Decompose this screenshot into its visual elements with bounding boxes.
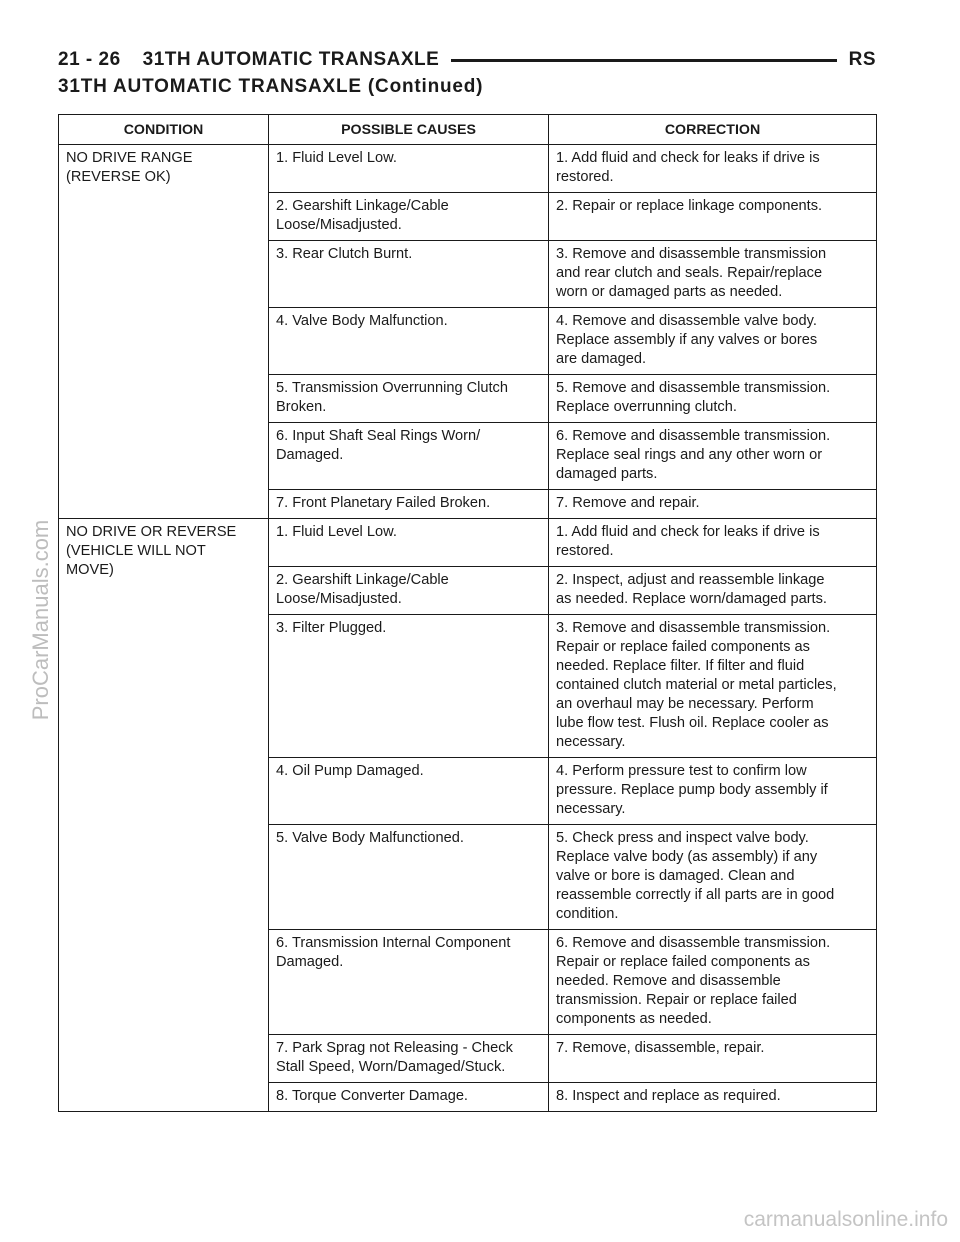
correction-cell: 6. Remove and disassemble transmission. Repair or replace failed components as needed. Remove and disassemble transmission. Repair or replace failed components as needed.: [549, 930, 877, 1035]
footer-watermark: carmanualsonline.info: [743, 1208, 948, 1231]
correction-cell: 7. Remove, disassemble, repair.: [549, 1035, 877, 1083]
correction-cell: 5. Check press and inspect valve body. Replace valve body (as assembly) if any valve or bore is damaged. Clean and reassemble correctly if all parts are in good condition.: [549, 825, 877, 930]
cause-cell: 7. Front Planetary Failed Broken.: [269, 490, 549, 519]
section-title: 31TH AUTOMATIC TRANSAXLE: [142, 49, 440, 70]
correction-cell: 5. Remove and disassemble transmission. Replace overrunning clutch.: [549, 375, 877, 423]
cause-cell: 2. Gearshift Linkage/Cable Loose/Misadjusted.: [269, 567, 549, 615]
page-header: [58, 44, 876, 76]
correction-cell: 1. Add fluid and check for leaks if drive is restored.: [549, 519, 877, 567]
header-rule: [451, 59, 836, 62]
correction-cell: 2. Inspect, adjust and reassemble linkage as needed. Replace worn/damaged parts.: [549, 567, 877, 615]
correction-cell: 8. Inspect and replace as required.: [549, 1083, 877, 1112]
condition-cell: NO DRIVE OR REVERSE (VEHICLE WILL NOT MOVE): [59, 519, 269, 1112]
table-row: [59, 519, 877, 567]
table-row: [59, 145, 877, 193]
cause-cell: 5. Valve Body Malfunctioned.: [269, 825, 549, 930]
cause-cell: 6. Transmission Internal Component Damaged.: [269, 930, 549, 1035]
cause-cell: 8. Torque Converter Damage.: [269, 1083, 549, 1112]
cause-cell: 7. Park Sprag not Releasing - Check Stall Speed, Worn/Damaged/Stuck.: [269, 1035, 549, 1083]
correction-cell: 4. Remove and disassemble valve body. Replace assembly if any valves or bores are damaged.: [549, 308, 877, 375]
column-header-condition: CONDITION: [59, 115, 269, 145]
column-header-causes: POSSIBLE CAUSES: [269, 115, 549, 145]
correction-cell: 4. Perform pressure test to confirm low pressure. Replace pump body assembly if necessary.: [549, 758, 877, 825]
correction-cell: 6. Remove and disassemble transmission. Replace seal rings and any other worn or damaged parts.: [549, 423, 877, 490]
cause-cell: 1. Fluid Level Low.: [269, 145, 549, 193]
diagnosis-table: [58, 114, 877, 1112]
table-header-row: [59, 115, 877, 145]
correction-cell: 3. Remove and disassemble transmission. Repair or replace failed components as needed. Replace filter. If filter and fluid contained clutch material or metal particles, an overhaul may be necessary. Perform lube flow test. Flush oil. Replace cooler as necessary.: [549, 615, 877, 758]
cause-cell: 3. Rear Clutch Burnt.: [269, 241, 549, 308]
cause-cell: 6. Input Shaft Seal Rings Worn/ Damaged.: [269, 423, 549, 490]
correction-cell: 3. Remove and disassemble transmission and rear clutch and seals. Repair/replace worn or damaged parts as needed.: [549, 241, 877, 308]
column-header-correction: CORRECTION: [549, 115, 877, 145]
page-subtitle: 31TH AUTOMATIC TRANSAXLE (Continued): [58, 76, 484, 97]
condition-cell: NO DRIVE RANGE (REVERSE OK): [59, 145, 269, 519]
cause-cell: 4. Valve Body Malfunction.: [269, 308, 549, 375]
cause-cell: 3. Filter Plugged.: [269, 615, 549, 758]
correction-cell: 2. Repair or replace linkage components.: [549, 193, 877, 241]
side-watermark: ProCarManuals.com: [28, 519, 53, 721]
page-number: 21 - 26: [58, 49, 121, 70]
cause-cell: 5. Transmission Overrunning Clutch Broken.: [269, 375, 549, 423]
cause-cell: 2. Gearshift Linkage/Cable Loose/Misadjusted.: [269, 193, 549, 241]
table-body: [59, 145, 877, 1112]
correction-cell: 7. Remove and repair.: [549, 490, 877, 519]
cause-cell: 1. Fluid Level Low.: [269, 519, 549, 567]
correction-cell: 1. Add fluid and check for leaks if drive is restored.: [549, 145, 877, 193]
cause-cell: 4. Oil Pump Damaged.: [269, 758, 549, 825]
model-code: RS: [848, 49, 876, 70]
